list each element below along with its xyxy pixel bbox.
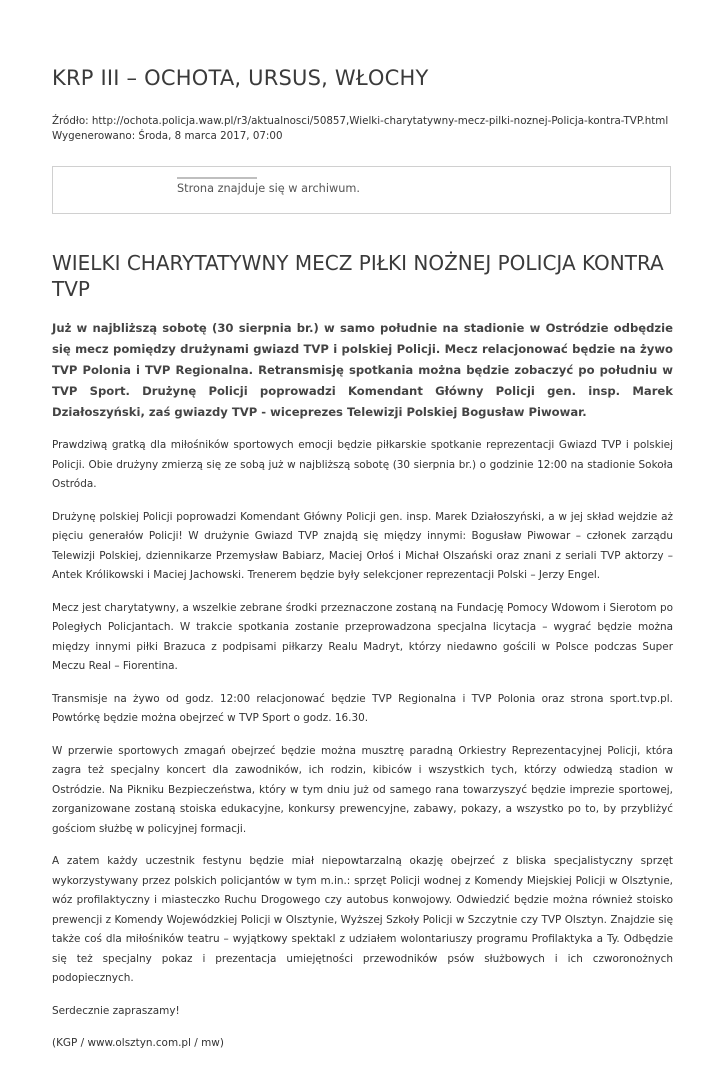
- archive-divider: [177, 177, 257, 179]
- paragraph: Mecz jest charytatywny, a wszelkie zebrane środki przeznaczone zostaną na Fundację Pomocy Wdowom i Sierotom po Poległych Policjantach. W trakcie spotkania zostanie przeprowadzona specjalna licytacja – wygrać będzie można między innymi piłki Brazuca z podpisami piłkarzy Realu Madryt, którzy niedawno gościli w Polsce podczas Super Meczu Real – Fiorentina.: [52, 601, 673, 672]
- article-body: [52, 436, 673, 1067]
- article-title: WIELKI CHARYTATYWNY MECZ PIŁKI NOŻNEJ POLICJA KONTRA TVP: [52, 251, 664, 301]
- site-title: KRP III – OCHOTA, URSUS, WŁOCHY: [52, 66, 429, 90]
- paragraph: Drużynę polskiej Policji poprowadzi Komendant Główny Policji gen. insp. Marek Działoszyński, a w jej skład wejdzie aż pięciu generałów Policji! W drużynie Gwiazd TVP znajdą się między innymi: Bogusław Piwowar – członek zarządu Telewizji Polskiej, dziennikarze Przemysław Babiarz, Maciej Orłoś i Michał Olszański oraz znani z seriali TVP aktorzy – Antek Królikowski i Maciej Jachowski. Trenerem będzie były selekcjoner reprezentacji Polski – Jerzy Engel.: [52, 510, 673, 581]
- closing-greeting: Serdecznie zapraszamy!: [52, 1004, 180, 1017]
- source-url: Źródło: http://ochota.policja.waw.pl/r3/aktualnosci/50857,Wielki-charytatywny-mecz-pilki-noznej-Policja-kontra-TVP.html: [52, 115, 669, 127]
- paragraph: Transmisje na żywo od godz. 12:00 relacjonować będzie TVP Regionalna i TVP Polonia oraz strona sport.tvp.pl. Powtórkę będzie można obejrzeć w TVP Sport o godz. 16.30.: [52, 692, 673, 724]
- archive-notice-box: [52, 166, 671, 214]
- paragraph: W przerwie sportowych zmagań obejrzeć będzie można musztrę paradną Orkiestry Reprezentacyjnej Policji, która zagra też specjalny koncert dla zawodników, ich rodzin, kibiców i wszystkich tych, którzy odwiedzą stadion w Ostródzie. Na Pikniku Bezpieczeństwa, który w tym dniu już od samego rana towarzyszyć będzie imprezie sportowej, zorganizowane zostaną stoiska edukacyjne, konkursy prewencyjne, zabawy, pokazy, a wszystko po to, by przybliżyć gościom służbę w policyjnej formacji.: [52, 744, 673, 835]
- article-lead: Już w najbliższą sobotę (30 sierpnia br.) w samo południe na stadionie w Ostródzie odbędzie się mecz pomiędzy drużynami gwiazd TVP i polskiej Policji. Mecz relacjonować będzie na żywo TVP Polonia i TVP Regionalna. Retransmisję spotkania można będzie zobaczyć po południu w TVP Sport. Drużynę Policji poprowadzi Komendant Główny Policji gen. insp. Marek Działoszyński, zaś gwiazdy TVP - wiceprezes Telewizji Polskiej Bogusław Piwowar.: [52, 321, 673, 419]
- paragraph: Prawdziwą gratką dla miłośników sportowych emocji będzie piłkarskie spotkanie reprezentacji Gwiazd TVP i polskiej Policji. Obie drużyny zmierzą się ze sobą już w najbliższą sobotę (30 sierpnia br.) o godzinie 12:00 na stadionie Sokoła Ostróda.: [52, 439, 673, 490]
- archive-notice: Strona znajduje się w archiwum.: [177, 182, 360, 195]
- document-meta: [52, 114, 668, 144]
- paragraph: A zatem każdy uczestnik festynu będzie miał niepowtarzalną okazję obejrzeć z bliska specjalistyczny sprzęt wykorzystywany przez polskich policjantów w tym m.in.: sprzęt Policji wodnej z Komendy Miejskiej Policji w Olsztynie, wóz profilaktyczny i miasteczko Ruchu Drogowego czy autobus konwojowy. Odwiedzić będzie można również stoisko prewencji z Komendy Wojewódzkiej Policji w Olsztynie, Wyższej Szkoły Policji w Szczytnie czy TVP Olsztyn. Znajdzie się także coś dla miłośników teatru – wyjątkowy spektakl z udziałem wolontariuszy programu Profilaktyka a Ty. Odbędzie się też specjalny pokaz i prezentacja umiejętności przewodników psów służbowych i ich czworonożnych podopiecznych.: [52, 855, 673, 984]
- article-credit: (KGP / www.olsztyn.com.pl / mw): [52, 1037, 224, 1049]
- generated-date: Wygenerowano: Środa, 8 marca 2017, 07:00: [52, 130, 283, 142]
